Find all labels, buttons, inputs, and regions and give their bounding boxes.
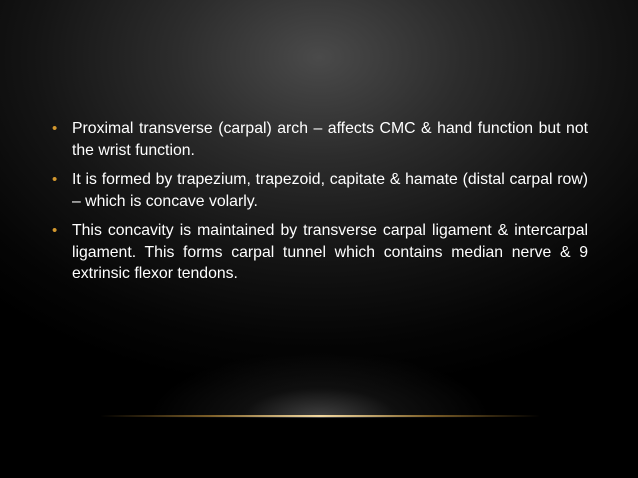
bottom-glow-line	[100, 415, 540, 417]
slide-content	[52, 118, 588, 293]
bullet-marker: •	[52, 171, 58, 188]
bullet-marker: •	[52, 222, 58, 239]
bottom-spotlight	[150, 352, 490, 418]
bullet-text: It is formed by trapezium, trapezoid, capitate & hamate (distal carpal row) – which is concave volarly.	[72, 171, 588, 210]
bullet-list	[52, 118, 588, 285]
bullet-text: This concavity is maintained by transverse carpal ligament & intercarpal ligament. This forms carpal tunnel which contains median nerve & 9 extrinsic flexor tendons.	[72, 222, 588, 282]
bullet-marker: •	[52, 120, 58, 137]
bullet-item	[52, 169, 588, 212]
bullet-text: Proximal transverse (carpal) arch – affects CMC & hand function but not the wrist function.	[72, 120, 588, 159]
bullet-item	[52, 220, 588, 285]
bullet-item	[52, 118, 588, 161]
